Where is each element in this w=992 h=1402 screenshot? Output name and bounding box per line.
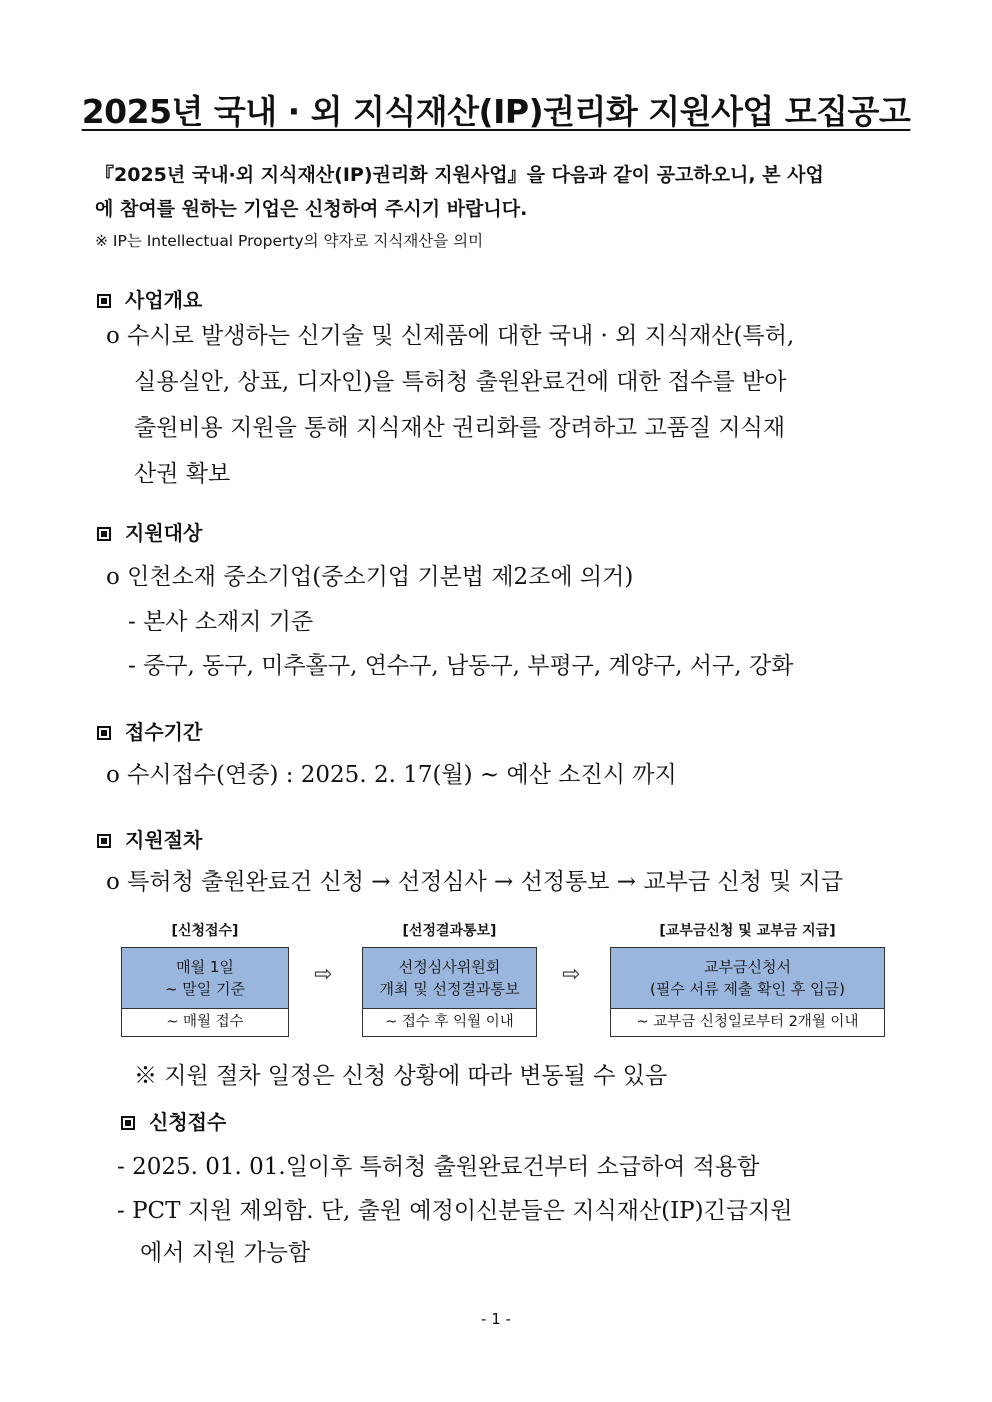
flow-step-1-line-1: 매월 1일 <box>176 958 234 976</box>
flow-step-3-label: [교부금신청 및 교부금 지급] <box>659 923 836 939</box>
flow-step-1-box <box>121 947 289 1009</box>
flow-step-2-label: [선정결과통보] <box>402 923 497 939</box>
flow-step-1-line-2: ~ 말일 기준 <box>164 980 246 998</box>
section-target-heading: 지원대상 <box>97 517 202 546</box>
overview-line-2: 실용실안, 상표, 디자인)을 특허청 출원완료건에 대한 접수를 받아 <box>134 369 787 395</box>
flow-step-3-box <box>610 947 885 1009</box>
target-line-2: - 본사 소재지 기준 <box>128 609 314 635</box>
square-bullet-icon <box>97 527 111 541</box>
flow-step-2-sub: ~ 접수 후 익월 이내 <box>362 1009 537 1037</box>
flow-step-3-line-1: 교부금신청서 <box>704 958 791 976</box>
overview-line-3: 출원비용 지원을 통해 지식재산 권리화를 장려하고 고품질 지식재 <box>134 415 786 441</box>
ip-note: ※ IP는 Intellectual Property의 약자로 지식재산을 의미 <box>95 232 484 250</box>
square-bullet-icon <box>97 726 111 740</box>
application-line-1: - 2025. 01. 01.일이후 특허청 출원완료건부터 소급하여 적용함 <box>117 1154 760 1180</box>
application-line-2: - PCT 지원 제외함. 단, 출원 예정이신분들은 지식재산(IP)긴급지원 <box>117 1198 793 1224</box>
flow-step-2-line-2: 개최 및 선정결과통보 <box>379 980 520 998</box>
right-arrow-icon: ⇨ <box>562 962 581 987</box>
right-arrow-icon: ⇨ <box>314 962 333 987</box>
section-application-heading: 신청접수 <box>121 1106 226 1135</box>
square-bullet-icon <box>97 294 111 308</box>
overview-line-1: o 수시로 발생하는 신기술 및 신제품에 대한 국내 · 외 지식재산(특허, <box>106 323 795 349</box>
flow-step-2-line-1: 선정심사위원회 <box>398 958 501 976</box>
procedure-note: ※ 지원 절차 일정은 신청 상황에 따라 변동될 수 있음 <box>134 1063 668 1089</box>
flow-step-1-sub: ~ 매월 접수 <box>121 1009 289 1037</box>
intro-line-1: 『2025년 국내·외 지식재산(IP)권리화 지원사업』을 다음과 같이 공고하오니, 본 사업 <box>95 164 824 186</box>
period-line-1: o 수시접수(연중) : 2025. 2. 17(월) ~ 예산 소진시 까지 <box>106 762 677 788</box>
intro-line-2: 에 참여를 원하는 기업은 신청하여 주시기 바랍니다. <box>95 198 528 220</box>
target-line-3: - 중구, 동구, 미추홀구, 연수구, 남동구, 부평구, 계양구, 서구, 강화 <box>128 653 794 679</box>
page-number: - 1 - <box>481 1310 511 1328</box>
square-bullet-icon <box>121 1116 135 1130</box>
overview-line-4: 산권 확보 <box>134 461 231 487</box>
flow-step-2-box <box>362 947 537 1009</box>
section-procedure-heading: 지원절차 <box>97 824 202 853</box>
flow-step-3-line-2: (필수 서류 제출 확인 후 입금) <box>650 980 845 998</box>
flow-step-3-sub: ~ 교부금 신청일로부터 2개월 이내 <box>610 1009 885 1037</box>
section-period-heading: 접수기간 <box>97 716 202 745</box>
document-title: 2025년 국내 · 외 지식재산(IP)권리화 지원사업 모집공고 <box>81 92 911 131</box>
section-overview-heading: 사업개요 <box>97 284 202 313</box>
target-line-1: o 인천소재 중소기업(중소기업 기본법 제2조에 의거) <box>106 564 634 590</box>
flow-step-1-label: [신청접수] <box>171 923 239 939</box>
square-bullet-icon <box>97 834 111 848</box>
application-line-3: 에서 지원 가능함 <box>140 1240 311 1266</box>
procedure-line-1: o 특허청 출원완료건 신청 → 선정심사 → 선정통보 → 교부금 신청 및 지급 <box>106 869 844 895</box>
